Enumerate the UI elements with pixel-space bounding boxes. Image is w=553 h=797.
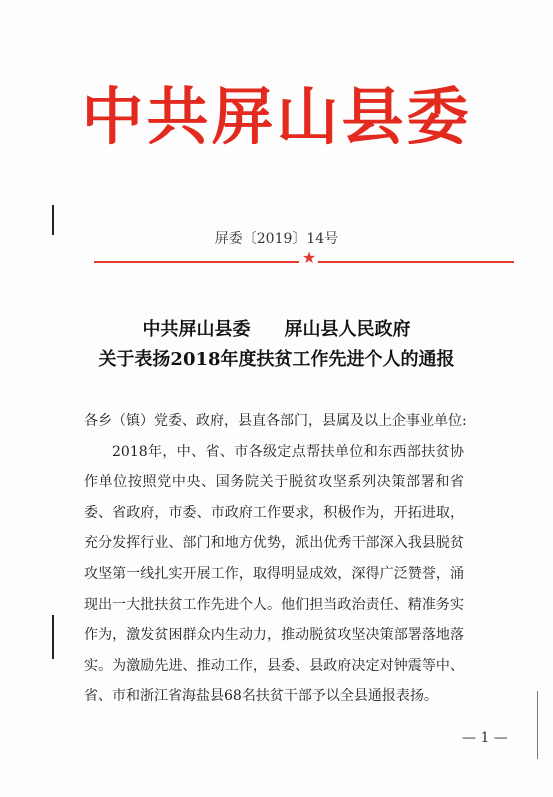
margin-mark xyxy=(537,691,538,759)
document-subject: 关于表扬2018年度扶贫工作先进个人的通报 xyxy=(98,349,455,370)
issuer-party-committee: 中共屏山县委 xyxy=(142,319,251,340)
red-divider-left xyxy=(94,261,299,263)
salutation: 各乡（镇）党委、政府，县直各部门，县属及以上企事业单位: xyxy=(84,413,467,429)
issuer-county-government: 屏山县人民政府 xyxy=(284,319,411,340)
document-number: 屏委〔2019〕14号 xyxy=(214,231,339,247)
red-star-icon: ★ xyxy=(301,248,317,267)
body-paragraph: 2018年，中、省、市各级定点帮扶单位和东西部扶贫协作单位按照党中央、国务院关于脱贫攻坚系列决策部署和省委、省政府，市委、市政府工作要求，积极作为，开拓进取，充分发挥行业、部门和地方优势，派出优秀干部深入我县脱贫攻坚第一线扎实开展工作，取得明显成效，深得广泛赞誉，涌现出一大批扶贫工作先进个人。他们担当政治责任、精准务实作为，激发贫困群众内生动力，推动脱贫攻坚决策部署落地落实。为激励先进、推动工作，县委、县政府决定对钟震等中、省、市和浙江省海盐县68名扶贫干部予以全县通报表扬。 xyxy=(84,443,464,705)
issuer-line xyxy=(0,315,553,341)
red-divider-right xyxy=(318,261,514,263)
document-body xyxy=(84,406,467,712)
margin-mark xyxy=(52,615,54,659)
page-number: — 1 — xyxy=(462,730,508,746)
red-header-title: 中共屏山县委 xyxy=(81,80,472,153)
